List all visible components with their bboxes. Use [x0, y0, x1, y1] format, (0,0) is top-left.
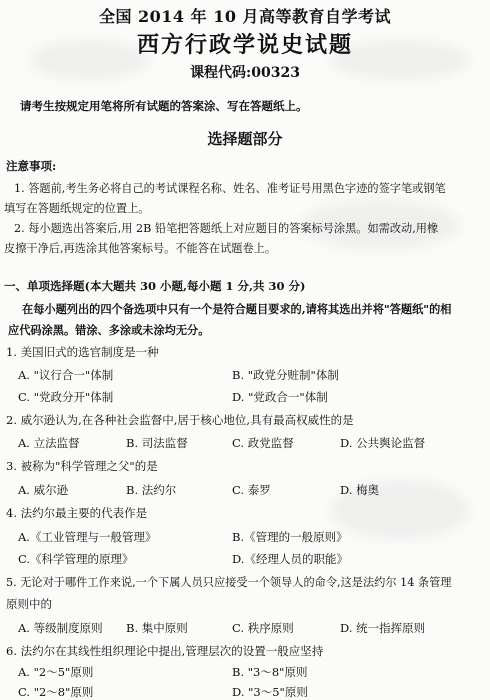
attention-item-1-cont: 填写在答题纸规定的位置上。 [4, 202, 150, 215]
part1-title: 一、单项选择题(本大题共 30 小题,每小题 1 分,共 30 分) [4, 279, 306, 293]
question-stem: 3. 被称为"科学管理之父"的是 [6, 459, 158, 473]
question-option: C. 政党监督 [232, 436, 294, 450]
question-stem: 2. 威尔逊认为,在各种社会监督中,居于核心地位,具有最高权威性的是 [6, 413, 354, 427]
attention-item-1: 1. 答题前,考生务必将自己的考试课程名称、姓名、准考证号用黑色字迹的签字笔或钢笔 [14, 182, 446, 195]
question-option: B. 法约尔 [126, 483, 177, 497]
question-option: C. "2～8"原则 [18, 685, 94, 699]
question-option: B. 集中原则 [126, 621, 188, 635]
question-stem-cont: 原则中的 [6, 597, 52, 611]
question-option: B.《管理的一般原则》 [232, 530, 348, 544]
exam-title: 西方行政学说史试题 [136, 32, 353, 58]
question-option: A.《工业管理与一般管理》 [18, 530, 157, 544]
question-option: A. 威尔逊 [18, 483, 69, 497]
section-title: 选择题部分 [207, 130, 283, 148]
question-option: A. "2～5"原则 [18, 665, 94, 679]
exam-session-line: 全国 2014 年 10 月高等教育自学考试 [98, 7, 392, 26]
question-option: D. 统一指挥原则 [340, 621, 426, 635]
attention-item-2: 2. 每小题选出答案后,用 2B 铅笔把答题纸上对应题目的答案标号涂黑。如需改动,用橡 [14, 222, 439, 235]
attention-title: 注意事项: [6, 159, 57, 173]
question-stem: 1. 美国旧式的选官制度是一种 [6, 345, 159, 359]
question-option: D. 公共舆论监督 [340, 436, 426, 450]
question-option: B. "政党分赃制"体制 [232, 368, 339, 382]
question-option: C.《科学管理的原理》 [18, 552, 134, 566]
question-option: D. 梅奥 [340, 483, 380, 497]
part1-instruction: 在每小题列出的四个备选项中只有一个是符合题目要求的,请将其选出并将"答题纸"的相 [22, 302, 452, 316]
question-stem: 4. 法约尔最主要的代表作是 [6, 506, 148, 520]
course-code: 课程代码:00323 [190, 65, 300, 81]
question-option: B. 司法监督 [126, 436, 188, 450]
question-stem: 5. 无论对于哪件工作来说,一个下属人员只应接受一个领导人的命令,这是法约尔 14 条管理 [6, 576, 452, 589]
question-option: D. "3～5"原则 [232, 685, 308, 699]
question-option: A. "议行合一"体制 [18, 368, 114, 382]
question-option: B. "3～8"原则 [232, 665, 308, 679]
question-stem: 6. 法约尔在其线性组织理论中提出,管理层次的设置一般应坚持 [6, 644, 324, 658]
question-option: C. 秩序原则 [232, 621, 294, 635]
question-option: D.《经理人员的职能》 [232, 552, 348, 566]
question-option: D. "党政合一"体制 [232, 390, 328, 404]
question-option: C. 泰罗 [232, 483, 271, 497]
part1-instruction-cont: 应代码涂黑。错涂、多涂或未涂均无分。 [8, 323, 210, 337]
question-option: C. "党政分开"体制 [18, 390, 114, 404]
question-option: A. 等级制度原则 [18, 621, 103, 635]
question-option: A. 立法监督 [18, 436, 80, 450]
attention-item-2-cont: 皮擦干净后,再选涂其他答案标号。不能答在试题卷上。 [4, 242, 277, 255]
answer-notice: 请考生按规定用笔将所有试题的答案涂、写在答题纸上。 [20, 99, 308, 113]
